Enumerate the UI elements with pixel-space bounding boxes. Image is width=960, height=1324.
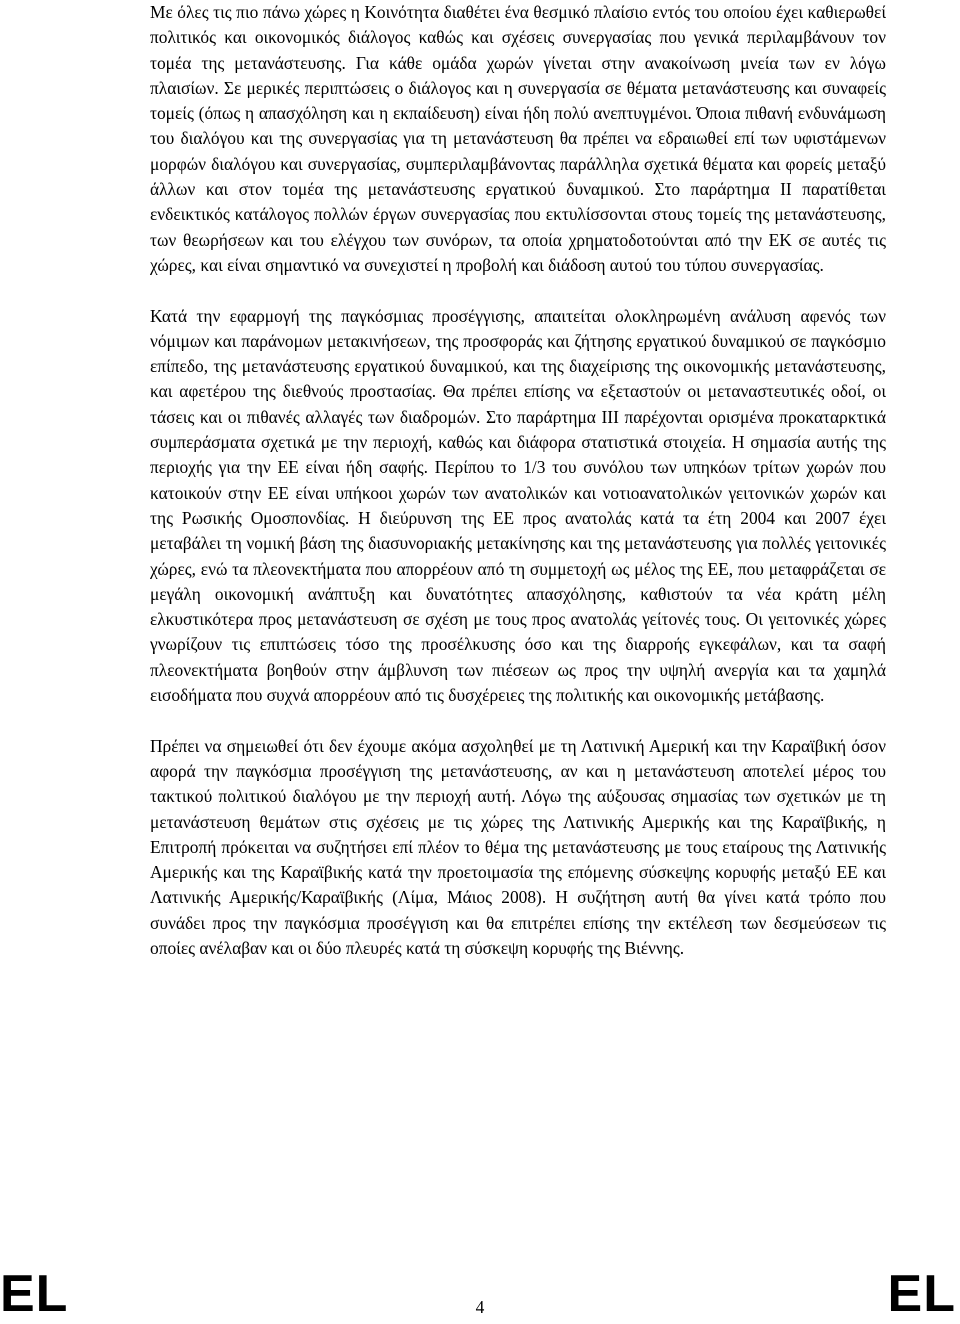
footer-language-code-left: EL xyxy=(0,1265,69,1323)
page-number: 4 xyxy=(475,1297,485,1317)
document-body xyxy=(150,0,886,961)
paragraph-latin-america-caribbean: Πρέπει να σημειωθεί ότι δεν έχουμε ακόμα ασχοληθεί με τη Λατινική Αμερική και την Καραϊβική όσον αφορά την παγκόσμια προσέγγιση της μετανάστευσης, αν και η μετανάστευση αποτελεί μέρος του τακτικού πολιτικού διαλόγου με την περιοχή αυτή. Λόγω της αύξουσας σημασίας των σχετικών με τη μετανάστευση θεμάτων στις σχέσεις με τις χώρες της Λατινικής Αμερικής και της Καραϊβικής, η Επιτροπή πρόκειται να συζητήσει επί πλέον το θέμα της μετανάστευσης με τους εταίρους της Λατινικής Αμερικής και της Καραϊβικής κατά την προετοιμασία της επόμενης σύσκεψης κορυφής μεταξύ ΕΕ και Λατινικής Αμερικής/Καραϊβικής (Λίμα, Μάιος 2008). Η συζήτηση αυτή θα γίνει κατά τρόπο που συνάδει προς την παγκόσμια προσέγγιση και θα επιτρέπει επίσης την εκτέλεση των δεσμεύσεων τις οποίες ανέλαβαν και οι δύο πλευρές κατά τη σύσκεψη κορυφής της Βιέννης. xyxy=(150,735,886,958)
paragraph-global-approach-analysis: Κατά την εφαρμογή της παγκόσμιας προσέγγισης, απαιτείται ολοκληρωμένη ανάλυση αφενός των νόμιμων και παράνομων μετακινήσεων, της προσφοράς και ζήτησης εργατικού δυναμικού σε παγκόσμιο επίπεδο, της μετανάστευσης εργατικού δυναμικού, και της διαχείρισης της οικονομικής μετανάστευσης, και αφετέρου της διεθνούς προστασίας. Θα πρέπει επίσης να εξεταστούν οι μεταναστευτικές οδοί, οι τάσεις και οι πιθανές αλλαγές των διαδρομών. Στο παράρτημα ΙΙΙ παρέχονται ορισμένα προκαταρκτικά συμπεράσματα σχετικά με την περιοχή, καθώς και διάφορα στατιστικά στοιχεία. Η σημασία αυτής της περιοχής για την ΕΕ είναι ήδη σαφής. Περίπου το 1/3 του συνόλου των υπηκόων τρίτων χωρών που κατοικούν στην ΕΕ είναι υπήκοοι χωρών των ανατολικών και νοτιοανατολικών γειτονικών χωρών και της Ρωσικής Ομοσπονδίας. Η διεύρυνση της ΕΕ προς ανατολάς κατά τα έτη 2004 και 2007 έχει μεταβάλει τη νομική βάση της διασυνοριακής μετακίνησης και της μετανάστευσης για πολλές γειτονικές χώρες, ενώ τα πλεονεκτήματα που απορρέουν από τη συμμετοχή ως μέλος της ΕΕ, που μεταφράζεται σε μεγάλη οικονομική ανάπτυξη και δυνατότητες απασχόλησης, καθιστούν τα νέα κράτη μέλη ελκυστικότερα προς μετανάστευση σε σχέση με τους προς ανατολάς γείτονές τους. Οι γειτονικές χώρες γνωρίζουν τις επιπτώσεις τόσο της προσέλκυσης όσο και της διαρροής εγκεφάλων, και τα σαφή πλεονεκτήματα βοηθούν στην άμβλυνση των πιέσεων ως προς την υψηλή ανεργία και τα χαμηλά εισοδήματα που συχνά απορρέουν από τις δυσχέρειες της πολιτικής και οικονομικής μετάβασης. xyxy=(150,305,886,706)
footer-language-code-right: EL xyxy=(887,1265,956,1323)
paragraph-cooperation-frameworks: Με όλες τις πιο πάνω χώρες η Κοινότητα διαθέτει ένα θεσμικό πλαίσιο εντός του οποίου έχει καθιερωθεί πολιτικός και οικονομικός διάλογος καθώς και σχέσεις συνεργασίας που γενικά περιλαμβάνουν τον τομέα της μετανάστευσης. Για κάθε ομάδα χωρών γίνεται στην ανακοίνωση μνεία των εν λόγω πλαισίων. Σε μερικές περιπτώσεις ο διάλογος και η συνεργασία σε θέματα μετανάστευσης και συναφείς τομείς (όπως η απασχόληση και η εκπαίδευση) είναι ήδη πολύ ανεπτυγμένοι. Όποια πιθανή ενδυνάμωση του διαλόγου και της συνεργασίας για τη μετανάστευση θα πρέπει να εδραιωθεί επί των υφιστάμενων μορφών διαλόγου και συνεργασίας, συμπεριλαμβάνοντας παράλληλα σχετικά θέματα και φορείς μεταξύ άλλων και στον τομέα της μετανάστευσης εργατικού δυναμικού. Στο παράρτημα ΙΙ παρατίθεται ενδεικτικός κατάλογος πολλών έργων συνεργασίας που εκτυλίσσονται στους τομείς της μετανάστευσης, των θεωρήσεων και του ελέγχου των συνόρων, τα οποία χρηματοδοτούνται από την ΕΚ σε αυτές τις χώρες, και είναι σημαντικό να συνεχιστεί η προβολή και διάδοση αυτού του τύπου συνεργασίας. xyxy=(150,2,886,275)
